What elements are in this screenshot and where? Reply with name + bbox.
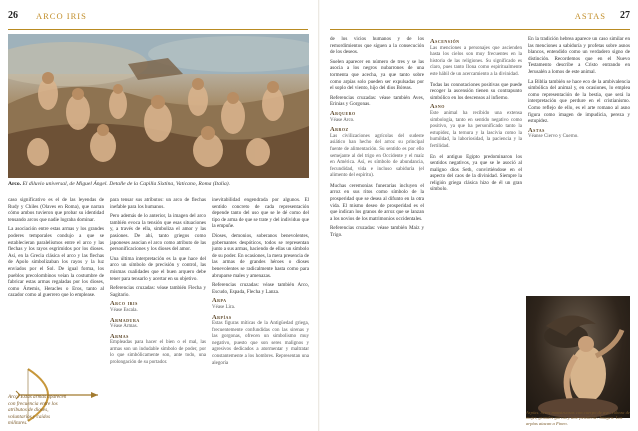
paragraph: Referencias cruzadas: véase también Maíz y Trigo. <box>330 225 424 239</box>
arrows-caption: Arco. Estas armas aparecen con frecuencia entre los atributos de dioses, voluntarios y caídos militares. <box>8 394 67 427</box>
painting-illustration <box>8 34 309 178</box>
entry-text: Estas figuras míticas de la Antigüedad griega, frecuentemente confundidas con las sirenas y las gorgonas, ofrecen un simbolismo muy negativo, puesto que son seres malignos y agresivos dedicados a atormentar y maltratar constantemente a los hombres. Representan una alegoría <box>212 321 309 366</box>
entry-heading: Arco iris <box>110 300 138 308</box>
entry-text: Véase Lira. <box>212 304 236 310</box>
left-column-1 <box>8 197 104 302</box>
right-page-number: 27 <box>620 10 630 21</box>
flood-painting-image <box>8 34 309 178</box>
left-page-number: 26 <box>8 10 18 21</box>
right-running-head: ASTAS <box>574 11 606 21</box>
paragraph: Referencias cruzadas: véase también Flecha y Sagitario. <box>110 285 206 298</box>
paragraph: Suelen aparecer en número de tres y se las asocia a los negros nubarrones de una tormenta que acecha, ya que tanto sobre como arpías solo pueden ser expulsadas por el soplo del viento, hijo del dios Bóreas. <box>330 58 424 92</box>
entry-heading: Armas <box>110 332 129 340</box>
paragraph: caso significativo es el de las leyendas de Rudy y Chiles (Olaves en Roma), que narran cómo ambos tuvieron que probar su identidad tensando arcos que nadie lograba dominar. <box>8 197 104 223</box>
entry-text: Véase Armas. <box>110 324 138 330</box>
left-column-3 <box>212 197 309 370</box>
harpies-painting-image <box>526 296 630 418</box>
right-column-3 <box>528 36 630 144</box>
entry-heading: Astas <box>528 126 545 134</box>
paragraph: La asociación entre estas armas y los grandes poderes temporales condujo a que se establecieran paralelismos entre el arco y las flechas y los rayos esgrimidos por los dioses. Así, en la Grecia clásica el arco y las flechas de Apolo simbolizaban los rayos y la luz enviados por el Sol. De igual forma, los pueblos precolombinos veían la costumbre de fabricar estas armas regaladas por los dioses, como Ártemis, Heracles o Eros, tanto al cazador como al guerrero que lo emplease. <box>8 226 104 299</box>
right-column-2 <box>430 36 522 196</box>
paragraph: En el antiguo Egipto predominaron los sentidos negativos, ya que se le asoció al maligno dios Seth, convirtiéndose en el aspecto del caos de la divinidad. Siempre la religión griega clásica hizo de él un gran símbolo. <box>430 153 522 193</box>
paragraph: Dioses, demonios, soberanos benevolentes, gobernantes despóticos, todos se representan junto a sus armas, haciendo de ellas un símbolo de su poder. En ocasiones, la mera presencia de las armas de grandes héroes o dioses benevolentes se radicalmente hasta como para abruparse males y amenazas. <box>212 232 309 279</box>
entry-heading: Arpías <box>212 313 232 321</box>
paragraph: Una última interpretación es la que hace del arco un símbolo de precisión y control, las mismas cualidades que el buen arquero debe tener para tensarlo y acertar en su objetivo. <box>110 255 206 282</box>
entry-text: Empleadas para hacer el bien o el mal, las armas son un indudable símbolo de poder, por lo que simbólicamente son, ante todo, una prolongación de su portador. <box>110 340 206 366</box>
paragraph: inevitabilidad engendrada por algunos. El sentido concreto de cada representación depende tanto del uso que se le dé como del tipo de arma de que se trate y del individuo que la empuñe. <box>212 197 309 230</box>
entry-heading: Asno <box>430 103 445 111</box>
left-page-header <box>8 6 308 30</box>
paragraph: Muchas ceremonias funerarias incluyen el arroz en sus ritos como símbolo de la prosperidad que se desea al difunto en la otra vida. El mismo deseo de prosperidad es el que indican los granos de arroz que se lanzan a los novios de los matrimonios occidentales. <box>330 182 424 222</box>
entry-text: Las civilizaciones agrícolas del sudeste asiático han hecho del arroz su principal fuente de alimentación. Su sentido es por ello semejante al del trigo en Occidente y el maíz en América. Así, es símbolo de abundancia, fecundidad, vida e incluso sabiduría (el alimento del espíritu). <box>330 133 424 179</box>
harpies-caption: Arpías. Seres monstruosos con cuerpo de ave, cabeza de mujer, grandes garras y aire pestilente. Imagen: Las arpías atacan a Fineo. <box>526 410 630 426</box>
entry-heading: Arroz <box>330 126 349 134</box>
paragraph: Referencias cruzadas: véase también Aves, Erinias y Gorgonas. <box>330 94 424 108</box>
caption-lead: Arco. <box>8 181 22 187</box>
paragraph: de los vicios humanos y de los remordimientos que siguen a la consecución de los deseos. <box>330 36 424 56</box>
paragraph: La Biblia también se hace eco de la ambivalencia simbólica del animal y, en ocasiones, lo emplea como representación de la bestia, que será la interpretación que perdure en el cristianismo. Como reflejo de ello, es el arte romano al asno figura como imagen de impudicia, pereza y estupidez. <box>528 78 630 125</box>
caption-text: El diluvio universal, de Miguel Ángel. Detalle de la Capilla Sixtina, Vaticano, Roma (Italia). <box>21 181 231 187</box>
right-page-header <box>330 6 630 30</box>
entry-text: Las menciones a personajes que ascienden hasta los cielos son muy frecuentes en la historia de las religiones. Su significado es claro, pues tanto Ilona como espiritualmente este hábil de un acercamiento a la divinidad. <box>430 45 522 77</box>
left-running-head: ARCO IRIS <box>36 11 87 21</box>
entry-heading: Armadura <box>110 316 140 324</box>
entry-text: Véase Arco. <box>330 117 355 123</box>
paragraph: Todas las connotaciones positivas que puede recoger la ascensión tienen su contrapunto simbólico en los descensos al infierno. <box>430 81 522 101</box>
page-gutter <box>318 0 320 431</box>
entry-text: Véase Escala. <box>110 307 138 313</box>
figure-caption <box>8 181 309 188</box>
paragraph: Pero además de lo anterior, la imagen del arco también evoca la tensión que esas situaciones y, a través de ella, simboliza el amor y las pasiones. De ahí, tanto griegos como japoneses asocian el arco como atributo de las personificaciones y los dioses del amor. <box>110 213 206 253</box>
right-column-1 <box>330 36 424 242</box>
left-column-2 <box>110 197 206 370</box>
entry-text: Este animal ha recibido una extensa simbología, tanto en sentido negativo como positivo, ya que ha personificado tanto la estupidez, la ternura y la lascivia como la humildad, la laboriosidad, la paciencia y la fertilidad. <box>430 110 522 149</box>
entry-heading: Arpa <box>212 297 227 305</box>
paragraph: Referencias cruzadas: véase también Arco, Escudo, Espada, Flecha y Lanza. <box>212 282 309 295</box>
entry-heading: Arquero <box>330 109 356 117</box>
paragraph: En la tradición hebrea aparece un caso similar en las menciones a sabiduría y profetas sobre asnos blancos, entendido como un verdadero signo de distinción. Recordemos que en el Nuevo Testamento describe a Cristo entrando en Jerusalén a lomos de este animal. <box>528 36 630 75</box>
entry-text: Véanse Ciervo y Cuerno. <box>528 134 579 140</box>
paragraph: para tensar sus atributos: un arco de flechas inefable para los humanos. <box>110 197 206 210</box>
entry-heading: Ascensión <box>430 38 460 45</box>
